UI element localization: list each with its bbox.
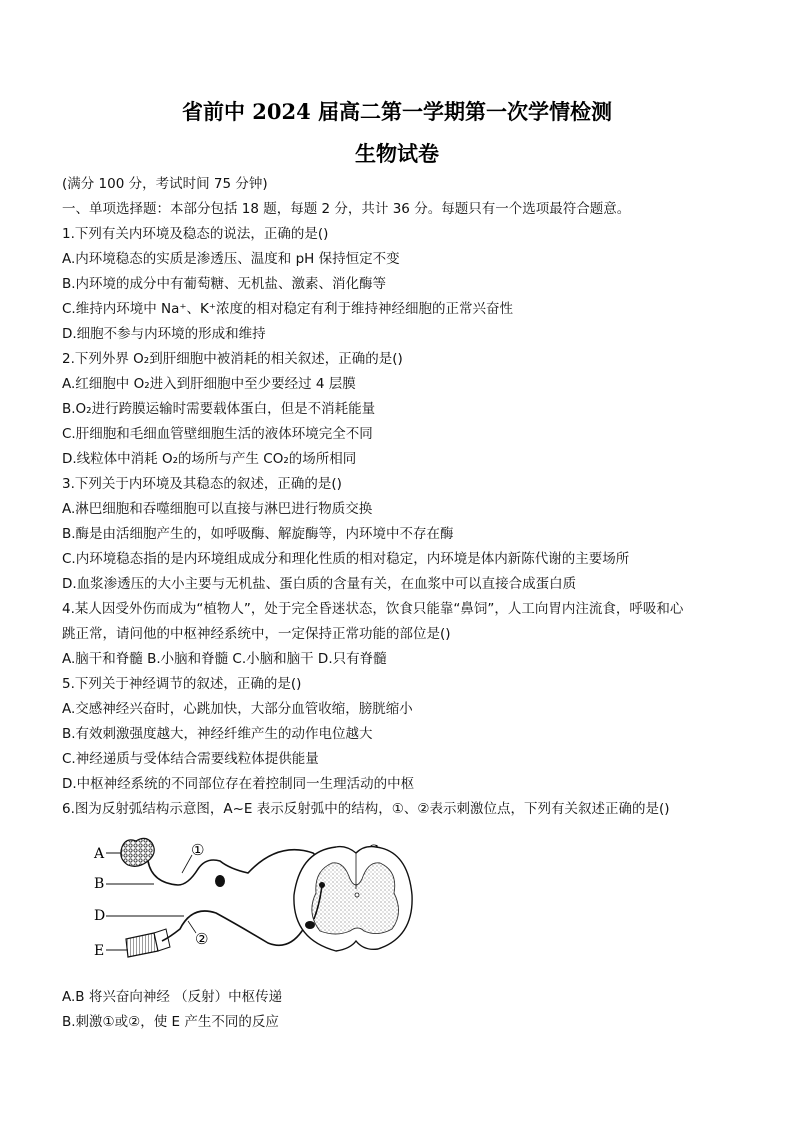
question-2-option-c: C.肝细胞和毛细血管壁细胞生活的液体环境完全不同 [62, 426, 373, 442]
stimulus-point-2: ② [195, 930, 209, 948]
label-e: E [94, 943, 105, 959]
question-2-stem: 2.下列外界 O₂到肝细胞中被消耗的相关叙述，正确的是() [62, 351, 403, 367]
question-4-stem-line-2: 跳正常，请问他的中枢神经系统中，一定保持正常功能的部位是() [62, 626, 451, 642]
question-5-option-b: B.有效刺激强度越大，神经纤维产生的动作电位越大 [62, 726, 373, 742]
stimulus-point-1: ① [191, 841, 205, 859]
question-1-option-d: D.细胞不参与内环境的形成和维持 [62, 326, 266, 342]
question-3-option-c: C.内环境稳态指的是内环境组成成分和理化性质的相对稳定，内环境是体内新陈代谢的主要场所 [62, 551, 630, 567]
question-1-option-b: B.内环境的成分中有葡萄糖、无机盐、激素、消化酶等 [62, 276, 387, 292]
reflex-arc-diagram [88, 833, 418, 973]
question-4-stem-line-1: 4.某人因受外伤而成为“植物人”，处于完全昏迷状态，饮食只能靠“鼻饲”，人工向胃内注流食，呼吸和心 [62, 601, 684, 617]
label-d: D [94, 908, 106, 924]
exam-info: (满分 100 分，考试时间 75 分钟) [62, 176, 268, 192]
question-1-option-c: C.维持内环境中 Na⁺、K⁺浓度的相对稳定有利于维持神经细胞的正常兴奋性 [62, 301, 513, 317]
question-4-options: A.脑干和脊髓 B.小脑和脊髓 C.小脑和脑干 D.只有脊髓 [62, 651, 387, 667]
ganglion [215, 875, 225, 887]
effector-muscle [126, 929, 170, 957]
question-5-option-d: D.中枢神经系统的不同部位存在着控制同一生理活动的中枢 [62, 776, 415, 792]
question-6-option-a: A.B 将兴奋向神经 （反射）中枢传递 [62, 989, 283, 1005]
receptor-skin [121, 838, 154, 866]
spinal-cord [294, 847, 412, 951]
efferent-nerve [162, 905, 306, 945]
question-2-option-b: B.O₂进行跨膜运输时需要载体蛋白，但是不消耗能量 [62, 401, 376, 417]
question-2-option-d: D.线粒体中消耗 O₂的场所与产生 CO₂的场所相同 [62, 451, 357, 467]
section-header: 一、单项选择题：本部分包括 18 题，每题 2 分，共计 36 分。每题只有一个选项最符合题意。 [62, 201, 631, 217]
subject-title: 生物试卷 [355, 141, 439, 166]
label-b: B [94, 876, 105, 892]
exam-title: 省前中 2024 届高二第一学期第一次学情检测 [181, 99, 613, 124]
question-3-stem: 3.下列关于内环境及其稳态的叙述，正确的是() [62, 476, 342, 492]
question-6-stem: 6.图为反射弧结构示意图，A~E 表示反射弧中的结构，①、②表示刺激位点，下列有关叙述正确的是() [62, 801, 670, 817]
question-3-option-b: B.酶是由活细胞产生的，如呼吸酶、解旋酶等，内环境中不存在酶 [62, 526, 454, 542]
question-5-stem: 5.下列关于神经调节的叙述，正确的是() [62, 676, 302, 692]
question-1-stem: 1.下列有关内环境及稳态的说法，正确的是() [62, 226, 329, 242]
question-3-option-d: D.血浆渗透压的大小主要与无机盐、蛋白质的含量有关，在血浆中可以直接合成蛋白质 [62, 576, 577, 592]
question-2-option-a: A.红细胞中 O₂进入到肝细胞中至少要经过 4 层膜 [62, 376, 356, 392]
question-5-option-a: A.交感神经兴奋时，心跳加快，大部分血管收缩，膀胱缩小 [62, 701, 413, 717]
label-a: A [94, 846, 105, 862]
question-5-option-c: C.神经递质与受体结合需要线粒体提供能量 [62, 751, 319, 767]
question-3-option-a: A.淋巴细胞和吞噬细胞可以直接与淋巴进行物质交换 [62, 501, 373, 517]
question-6-option-b: B.刺激①或②，使 E 产生不同的反应 [62, 1014, 279, 1030]
question-1-option-a: A.内环境稳态的实质是渗透压、温度和 pH 保持恒定不变 [62, 251, 400, 267]
